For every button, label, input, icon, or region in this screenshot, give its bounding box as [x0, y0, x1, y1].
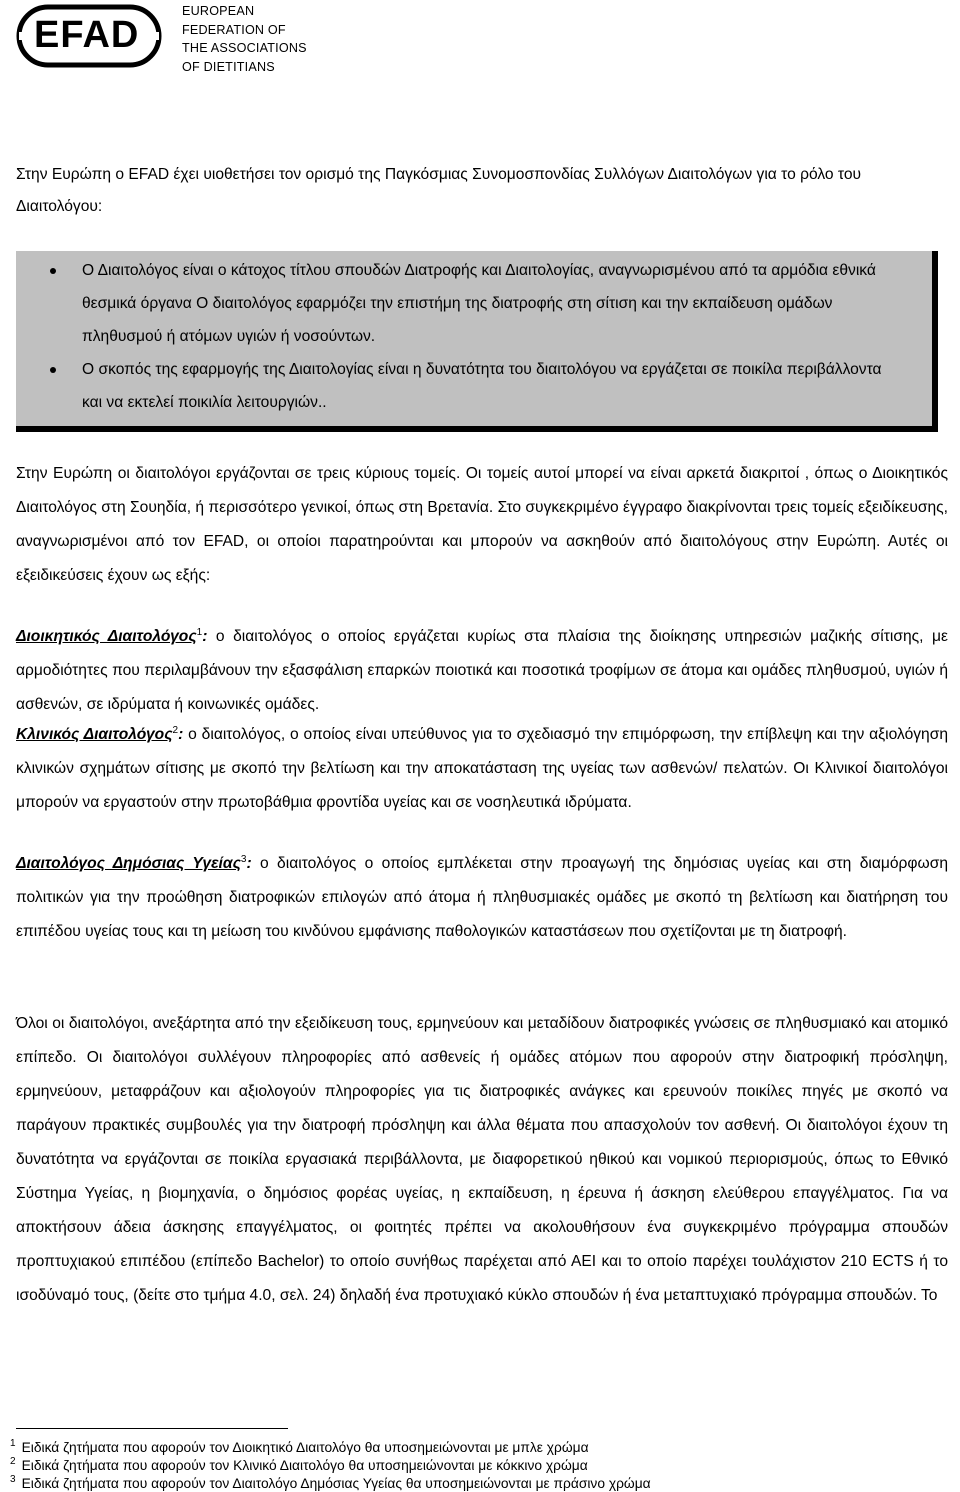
intro-paragraph: Στην Ευρώπη ο EFAD έχει υιοθετήσει τον ορισμό της Παγκόσμιας Συνομοσπονδίας Συλλόγων Διαιτολόγων για το ρόλο του Διαιτολόγου: [16, 166, 862, 215]
footnote [10, 1454, 588, 1474]
bullet-icon [50, 367, 56, 373]
section-colon: : [202, 628, 208, 646]
definition-bullet [82, 254, 900, 353]
bullet-text: Ο Διαιτολόγος είναι ο κάτοχος τίτλου σπουδών Διατροφής και Διαιτολογίας, αναγνωρισμένου από τα αρμόδια εθνικά θεσμικά όργανα Ο διαιτολόγος εφαρμόζει την επιστήμη της διατροφής στη σίτιση και την εκπαίδευση ομάδων πληθυσμού ή ατόμων υγιών ή νοσούντων. [82, 262, 876, 345]
definition-box [16, 251, 938, 432]
logo-line: OF DIETITIANS [182, 59, 275, 74]
efad-logo-text: EFAD [34, 14, 140, 56]
footnote-separator [16, 1428, 288, 1429]
section-label: Κλινικός Διαιτολόγος [16, 726, 173, 744]
section-clinical [16, 714, 948, 820]
footnote-text: Ειδικά ζητήματα που αφορούν τον Διαιτολόγο Δημόσιας Υγείας θα υποσημειώνονται με πράσινο χρώμα [21, 1476, 651, 1491]
footnote-number: 3 [10, 1474, 16, 1485]
section-text: ο διαιτολόγος, ο οποίος είναι υπεύθυνος για το σχεδιασμό την επιμόρφωση, την επίβλεψη και την αξιολόγηση κλινικών σχημάτων σίτισης με σκοπό την βελτίωση και την αποκατάσταση της υγείας των ασθενών/ πελατών. Οι Κλινικοί διαιτολόγοι μπορούν να εργαστούν στην πρωτοβάθμια φροντίδα υγείας και σε νοσηλευτικά ιδρύματα. [16, 726, 949, 812]
footnote-number: 1 [10, 1438, 16, 1449]
footnote-text: Ειδικά ζητήματα που αφορούν τον Διοικητικό Διαιτολόγο θα υποσημειώνονται με μπλε χρώμα [21, 1440, 589, 1455]
definition-bullet [82, 353, 900, 419]
logo-line: THE ASSOCIATIONS [182, 41, 307, 56]
section-label: Διαιτολόγος Δημόσιας Υγείας [16, 855, 241, 873]
section-text: ο διαιτολόγος ο οποίος εμπλέκεται στην προαγωγή της δημόσιας υγείας και στη διαμόρφωση πολιτικών για την προώθηση διατροφικών επιλογών από άτομα ή πληθυσμιακές ομάδες με σκοπό τη βελτίωση και διατήρηση του επιπέδου υγείας τους και τη μείωση του κινδύνου εμφάνισης παθολογικών καταστάσεων που σχετίζονται με τη διατροφή. [16, 855, 948, 941]
section-label: Διοικητικός Διαιτολόγος [16, 628, 197, 646]
efad-logo-lines [182, 2, 307, 76]
section-colon: : [246, 855, 252, 873]
logo-line: FEDERATION OF [182, 22, 286, 37]
section-text: ο διαιτολόγος ο οποίος εργάζεται κυρίως στα πλαίσια της διοίκησης υπηρεσιών μαζικής σίτισης, με αρμοδιότητες που περιλαμβάνουν την εξασφάλιση επαρκών ποιοτικά και ποσοτικά τροφίμων σε άτομα και ομάδες πληθυσμού, υγιών ή ασθενών, σε ιδρύματα ή κοινωνικές ομάδες. [16, 628, 948, 714]
section-administrative [16, 616, 948, 722]
footnote-text: Ειδικά ζητήματα που αφορούν τον Κλινικό Διαιτολόγο θα υποσημειώνονται με κόκκινο χρώμα [21, 1458, 588, 1473]
efad-logo [16, 0, 316, 78]
bullet-text: Ο σκοπός της εφαρμογής της Διαιτολογίας είναι η δυνατότητα του διαιτολόγου να εργάζεται σε ποικίλα περιβάλλοντα και να εκτελεί ποικιλία λειτουργιών.. [82, 361, 882, 411]
sectors-paragraph: Στην Ευρώπη οι διαιτολόγοι εργάζονται σε τρεις κύριους τομείς. Οι τομείς αυτοί μπορεί να είναι αρκετά διακριτοί , όπως ο Διοικητικός Διαιτολόγος στη Σουηδία, ή περισσότερο γενικοί, όπως στη Βρετανία. Στο συγκεκριμένο έγγραφο διακρίνονται τρεις τομείς εξειδίκευσης, αναγνωρισμένοι από τον EFAD, οι οποίοι παρατηρούνται και μπορούν να ασκηθούν από διαιτολόγους στην Ευρώπη. Αυτές οι εξειδικεύσεις έχουν ως εξής: [16, 465, 948, 584]
footnote-number: 2 [10, 1456, 16, 1467]
bullet-icon [50, 268, 56, 274]
final-paragraph: Όλοι οι διαιτολόγοι, ανεξάρτητα από την εξειδίκευση τους, ερμηνεύουν και μεταδίδουν διατροφικές γνώσεις σε πληθυσμιακό και ατομικό επίπεδο. Οι διαιτολόγοι συλλέγουν πληροφορίες από ασθενείς ή ομάδες ατόμων που αφορούν στην διατροφική πρόσληψη, ερμηνεύουν, μεταφράζουν και αξιολογούν πληροφορίες για τις διατροφικές ανάγκες και ερευνούν ποικίλες πηγές με σκοπό να παράγουν πρακτικές συμβουλές για την διατροφή πρόσληψη και άλλα θέματα που απασχολούν τον ασθενή. Οι διαιτολόγοι έχουν τη δυνατότητα να εργάζονται σε ποικίλα εργασιακά περιβάλλοντα, με διαφορετικού ηθικού και νομικού περιορισμούς, όπως το Εθνικό Σύστημα Υγείας, η βιομηχανία, ο δημόσιος φορέας υγείας, η εκπαίδευση, η έρευνα ή άσκηση ελεύθερου επαγγέλματος. Για να αποκτήσουν άδεια άσκησης επαγγέλματος, οι φοιτητές πρέπει να ακολουθήσουν ένα συγκεκριμένο πρόγραμμα σπουδών προπτυχιακού επιπέδου (επίπεδο Bachelor) το οποίο συνήθως παρέχεται από ΑΕΙ και το οποίο παρέχει τουλάχιστον 210 ECTS ή το ισοδύναμό τους, (δείτε στο τμήμα 4.0, σελ. 24) δηλαδή ένα προτυχιακό κύκλο σπουδών ή ένα μεταπτυχιακό πρόγραμμα σπουδών. Το [16, 1015, 948, 1304]
footnote [10, 1436, 589, 1456]
section-colon: : [178, 726, 184, 744]
footnote [10, 1472, 651, 1492]
logo-line: EUROPEAN [182, 4, 255, 18]
footnote-ref: 1 [196, 627, 203, 638]
section-public-health [16, 843, 948, 949]
footnote-ref: 3 [240, 854, 247, 865]
footnote-ref: 2 [172, 725, 179, 736]
